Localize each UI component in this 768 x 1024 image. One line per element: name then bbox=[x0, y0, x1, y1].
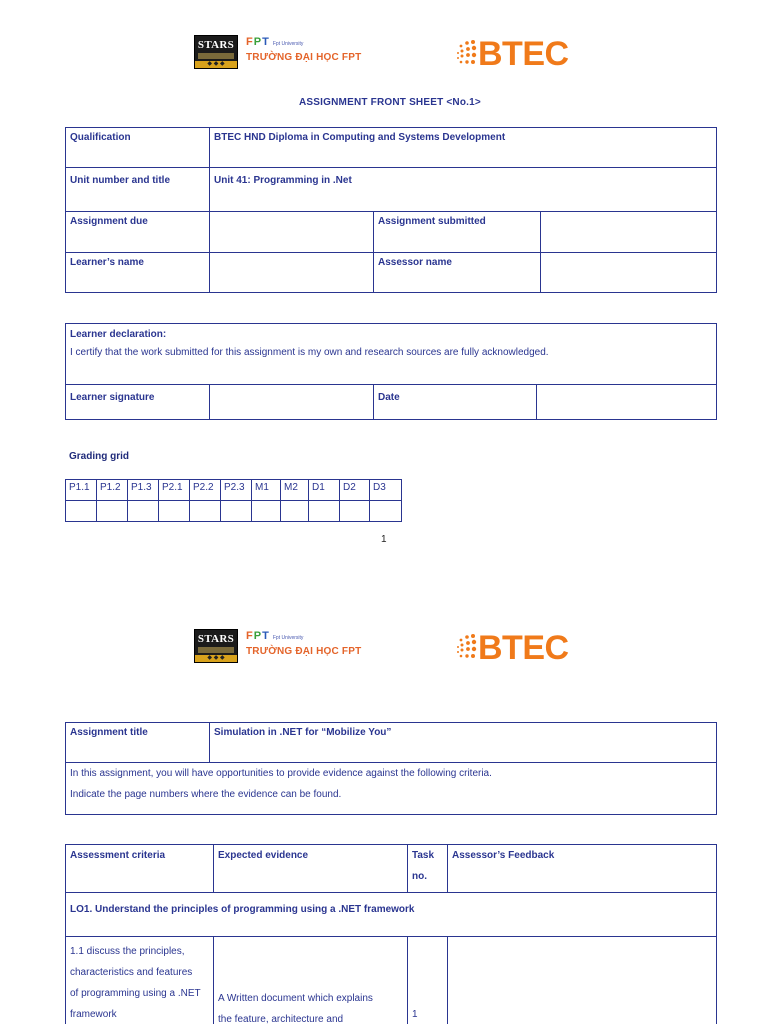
evidence-header: Expected evidence bbox=[214, 845, 408, 893]
declaration-table bbox=[65, 323, 717, 420]
criteria-row bbox=[66, 937, 717, 1024]
date-value[interactable] bbox=[537, 385, 717, 420]
evidence-line: A Written document which explains bbox=[218, 993, 373, 1004]
declaration-row bbox=[66, 324, 717, 385]
learner-name-label: Learner’s name bbox=[66, 253, 210, 293]
grade-m2: M2 bbox=[281, 480, 309, 501]
grade-p1-3: P1.3 bbox=[128, 480, 159, 501]
fpt-logo: FPT Fpt University TRƯỜNG ĐẠI HỌC FPT bbox=[246, 36, 362, 63]
info-table bbox=[65, 127, 717, 293]
grade-p2-1: P2.1 bbox=[159, 480, 190, 501]
grading-header-row bbox=[66, 480, 402, 501]
task-number: 1 bbox=[408, 937, 448, 1024]
page-title: ASSIGNMENT FRONT SHEET <No.1> bbox=[299, 97, 481, 108]
unit-value: Unit 41: Programming in .Net bbox=[210, 168, 717, 212]
grade-cell[interactable] bbox=[281, 501, 309, 522]
criteria-header-row bbox=[66, 845, 717, 893]
criteria-line: of programming using a .NET bbox=[70, 988, 201, 999]
grade-cell[interactable] bbox=[252, 501, 281, 522]
task-header-line-1: Task bbox=[412, 850, 435, 861]
assignment-intro-row bbox=[66, 763, 717, 815]
task-header-line-2: no. bbox=[412, 871, 427, 882]
learner-name-value[interactable] bbox=[210, 253, 374, 293]
grade-cell[interactable] bbox=[221, 501, 252, 522]
lo1-row bbox=[66, 893, 717, 937]
due-row bbox=[66, 212, 717, 253]
grade-d2: D2 bbox=[340, 480, 370, 501]
grading-grid-heading: Grading grid bbox=[69, 451, 129, 462]
assignment-submitted-label: Assignment submitted bbox=[374, 212, 541, 253]
assessor-feedback-cell[interactable] bbox=[448, 937, 717, 1024]
feedback-header: Assessor’s Feedback bbox=[448, 845, 717, 893]
grade-d1: D1 bbox=[309, 480, 340, 501]
grade-m1: M1 bbox=[252, 480, 281, 501]
criteria-line: characteristics and features bbox=[70, 967, 193, 978]
assignment-due-value[interactable] bbox=[210, 212, 374, 253]
btec-dots-icon bbox=[456, 632, 478, 662]
grade-cell[interactable] bbox=[66, 501, 97, 522]
qualification-label: Qualification bbox=[66, 128, 210, 168]
assignment-submitted-value[interactable] bbox=[541, 212, 717, 253]
grade-cell[interactable] bbox=[128, 501, 159, 522]
criteria-header: Assessment criteria bbox=[66, 845, 214, 893]
grading-value-row bbox=[66, 501, 402, 522]
signature-row bbox=[66, 385, 717, 420]
criteria-line: 1.1 discuss the principles, bbox=[70, 946, 185, 957]
grade-p2-2: P2.2 bbox=[190, 480, 221, 501]
grade-cell[interactable] bbox=[190, 501, 221, 522]
lo1-heading: LO1. Understand the principles of programming using a .NET framework bbox=[66, 893, 717, 937]
grade-cell[interactable] bbox=[159, 501, 190, 522]
grade-cell[interactable] bbox=[309, 501, 340, 522]
assignment-due-label: Assignment due bbox=[66, 212, 210, 253]
assignment-title-row bbox=[66, 723, 717, 763]
assignment-title-value: Simulation in .NET for “Mobilize You” bbox=[210, 723, 717, 763]
grade-cell[interactable] bbox=[340, 501, 370, 522]
grade-d3: D3 bbox=[370, 480, 402, 501]
grade-p2-3: P2.3 bbox=[221, 480, 252, 501]
date-label: Date bbox=[374, 385, 537, 420]
declaration-text: I certify that the work submitted for this assignment is my own and research sources are fully acknowledged. bbox=[70, 347, 549, 358]
stars-logo: STARS ◆ ◆ ◆ bbox=[194, 35, 238, 69]
grade-cell[interactable] bbox=[370, 501, 402, 522]
criteria-table bbox=[65, 844, 717, 1024]
qualification-row bbox=[66, 128, 717, 168]
grading-grid bbox=[65, 479, 402, 522]
learner-row bbox=[66, 253, 717, 293]
fpt-logo: FPT Fpt University TRƯỜNG ĐẠI HỌC FPT bbox=[246, 630, 362, 657]
intro-line-1: In this assignment, you will have opportunities to provide evidence against the following criteria. bbox=[70, 768, 492, 779]
assignment-title-label: Assignment title bbox=[66, 723, 210, 763]
intro-line-2: Indicate the page numbers where the evidence can be found. bbox=[70, 789, 342, 800]
unit-row bbox=[66, 168, 717, 212]
stars-logo: STARS ◆ ◆ ◆ bbox=[194, 629, 238, 663]
assessor-name-value[interactable] bbox=[541, 253, 717, 293]
learner-signature-label: Learner signature bbox=[66, 385, 210, 420]
btec-logo: BTEC bbox=[478, 35, 569, 73]
btec-dots-icon bbox=[456, 38, 478, 68]
assessor-name-label: Assessor name bbox=[374, 253, 541, 293]
declaration-heading: Learner declaration: bbox=[70, 329, 167, 340]
grade-p1-2: P1.2 bbox=[97, 480, 128, 501]
unit-label: Unit number and title bbox=[66, 168, 210, 212]
assignment-title-table bbox=[65, 722, 717, 815]
btec-logo: BTEC bbox=[478, 629, 569, 667]
learner-signature-value[interactable] bbox=[210, 385, 374, 420]
grade-p1-1: P1.1 bbox=[66, 480, 97, 501]
page-number: 1 bbox=[381, 534, 387, 545]
grade-cell[interactable] bbox=[97, 501, 128, 522]
evidence-line: the feature, architecture and bbox=[218, 1014, 344, 1024]
criteria-line: framework bbox=[70, 1009, 117, 1020]
qualification-value: BTEC HND Diploma in Computing and Systems Development bbox=[210, 128, 717, 168]
